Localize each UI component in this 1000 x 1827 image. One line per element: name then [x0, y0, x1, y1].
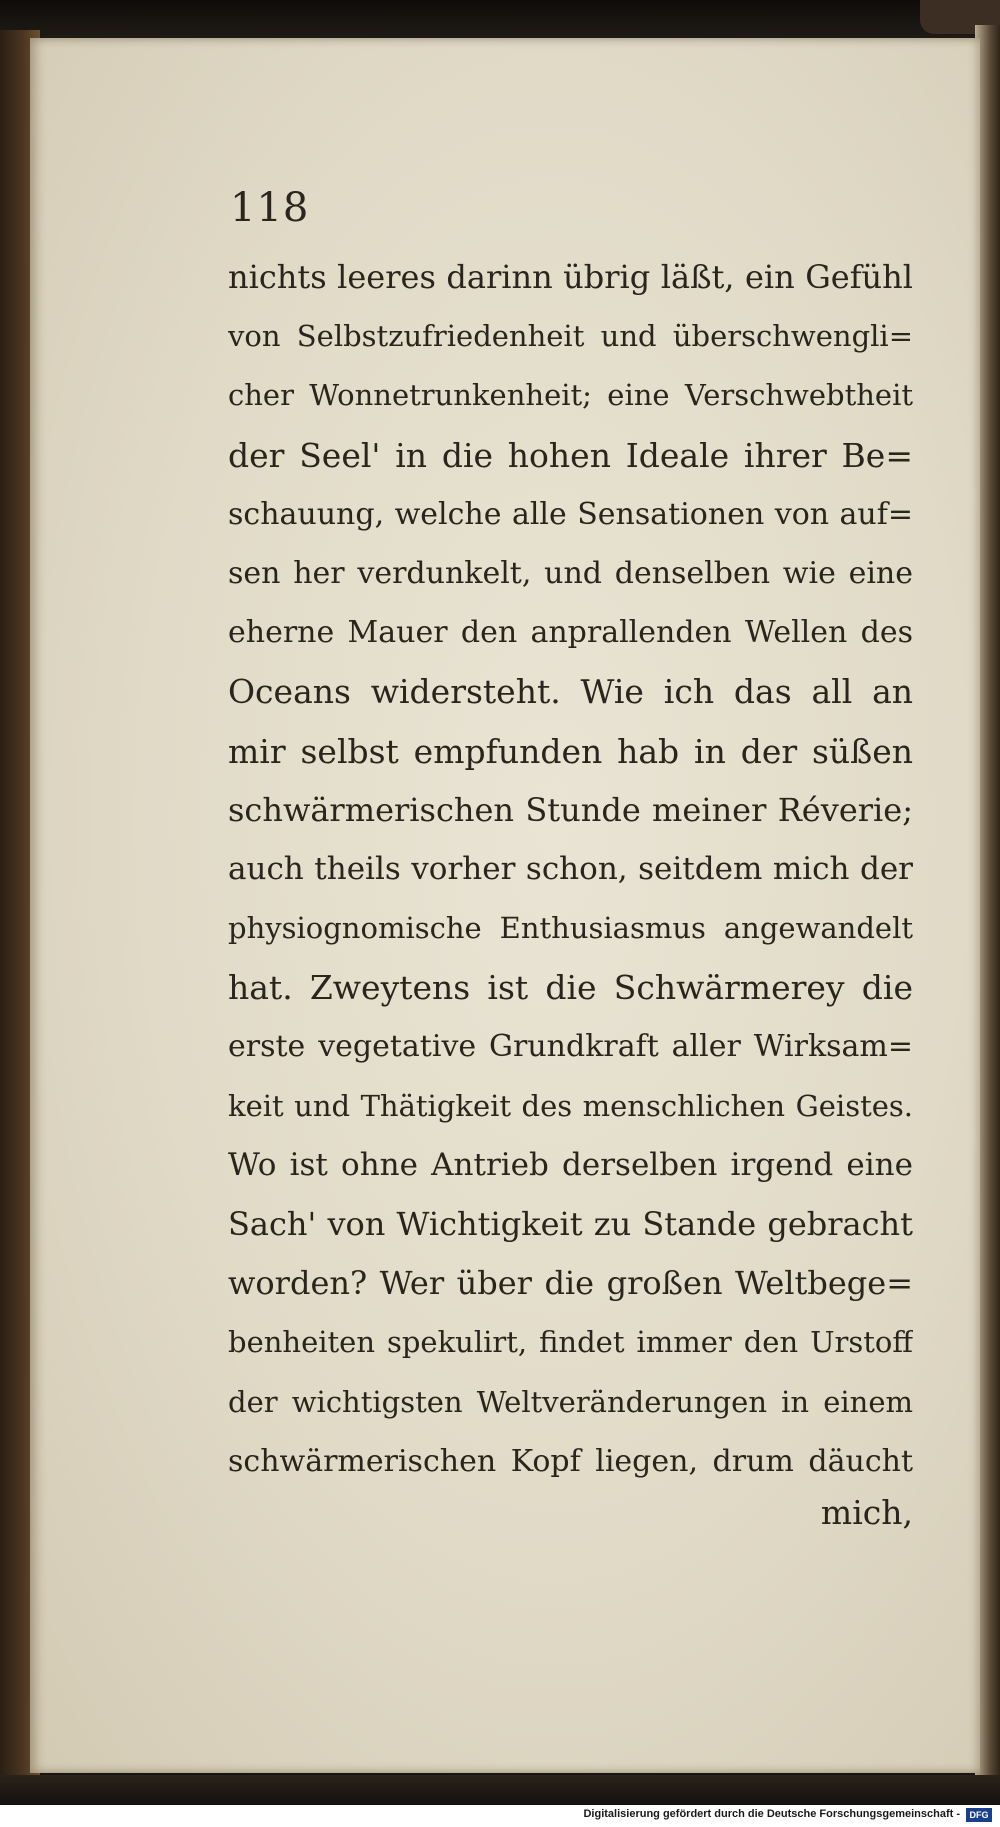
text-line: Sach' von Wichtigkeit zu Stande gebracht [228, 1205, 913, 1243]
text-line: hat. Zweytens ist die Schwärmerey die [228, 968, 913, 1008]
scan-bottom-edge [0, 1775, 1000, 1805]
text-line: worden? Wer über die großen Weltbege= [228, 1264, 913, 1303]
digitization-credit: Digitalisierung gefördert durch die Deutsche Forschungsgemeinschaft - [583, 1808, 960, 1820]
text-line: Oceans widersteht. Wie ich das all an [228, 672, 913, 712]
text-line: schwärmerischen Kopf liegen, drum däucht [228, 1443, 913, 1479]
text-line: sen her verdunkelt, und denselben wie eine [228, 555, 913, 591]
text-line: schauung, welche alle Sensationen von auf= [228, 496, 913, 532]
text-line: schwärmerischen Stunde meiner Réverie; [228, 790, 913, 829]
text-line: mir selbst empfunden hab in der süßen [228, 731, 913, 771]
text-line: auch theils vorher schon, seitdem mich der [228, 850, 913, 887]
text-line: nichts leeres darinn übrig läßt, ein Gefühl [228, 258, 913, 296]
text-line: erste vegetative Grundkraft aller Wirksam= [228, 1029, 913, 1065]
text-line: der Seel' in die hohen Ideale ihrer Be= [228, 435, 913, 475]
text-line: von Selbstzufriedenheit und überschwengli= [228, 319, 913, 354]
text-line: cher Wonnetrunkenheit; eine Verschwebtheit [228, 378, 913, 413]
dfg-logo: DFG [966, 1808, 992, 1822]
text-line: der wichtigsten Weltveränderungen in einem [228, 1384, 913, 1419]
text-line: physiognomische Enthusiasmus angewandelt [228, 911, 913, 946]
text-line: eherne Mauer den anprallenden Wellen des [228, 615, 913, 651]
text-line: keit und Thätigkeit des menschlichen Geistes. [228, 1088, 913, 1123]
text-line: benheiten spekulirt, findet immer den Urstoff [228, 1325, 913, 1360]
page-number: 118 [230, 185, 310, 231]
scan-top-edge [0, 0, 1000, 38]
page-text [228, 248, 913, 1491]
catchword: mich, [820, 1493, 913, 1532]
text-line: Wo ist ohne Antrieb derselben irgend eine [228, 1146, 913, 1183]
